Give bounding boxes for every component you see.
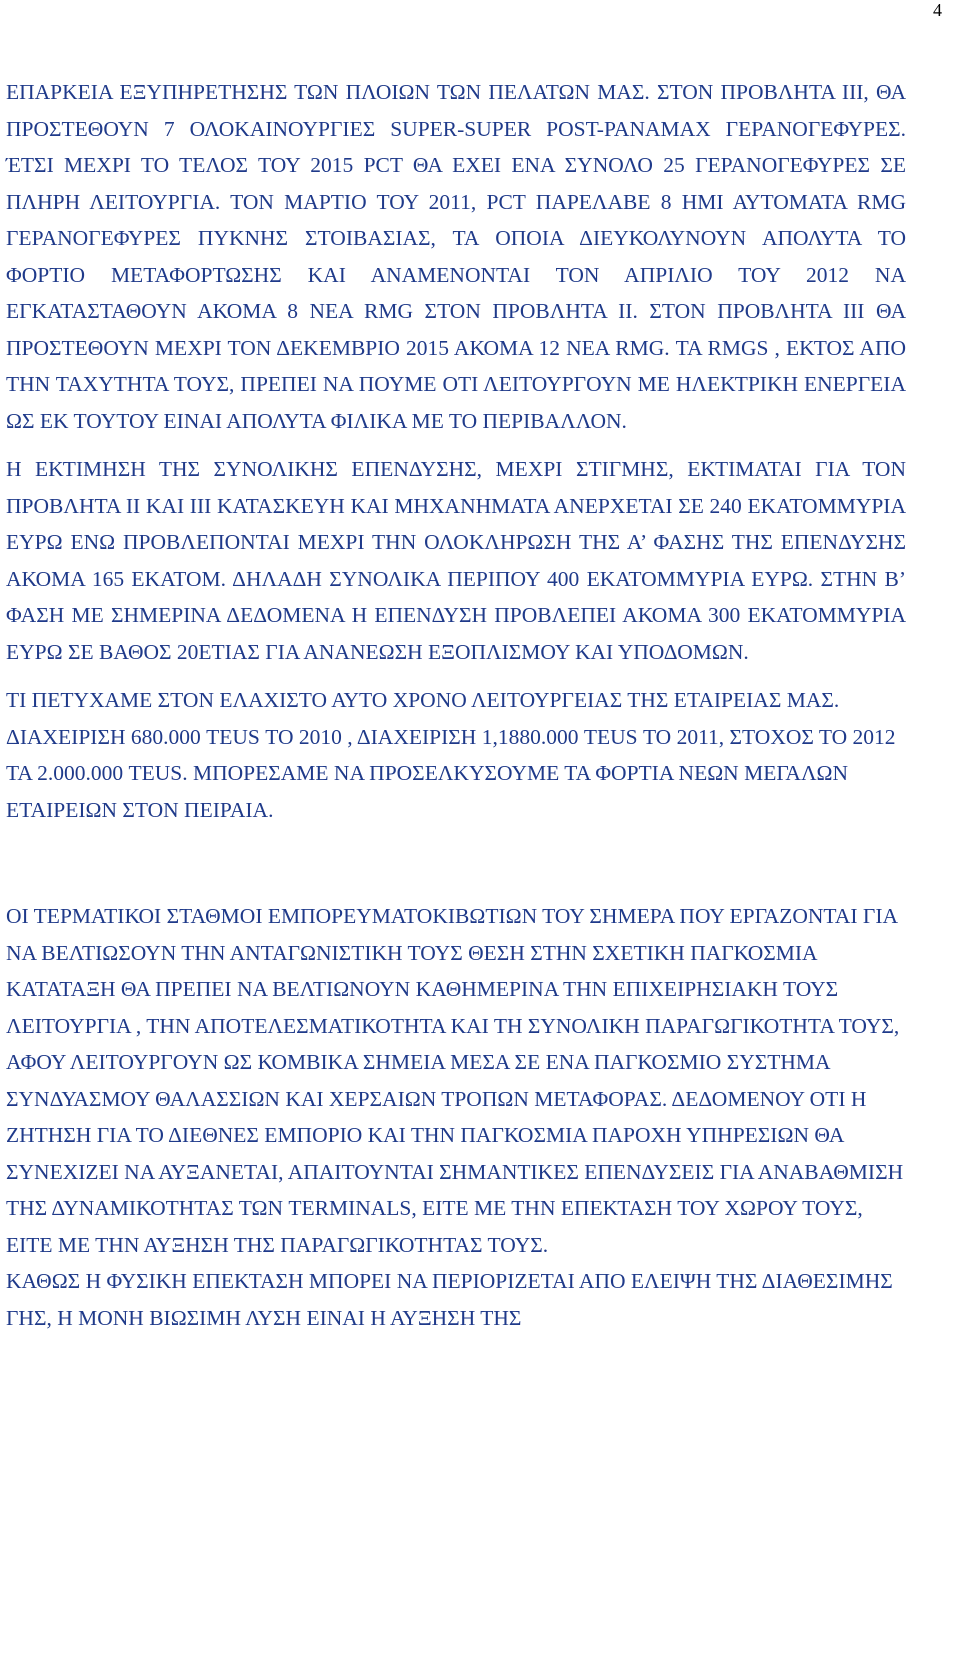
paragraph-expansion: ΚΑΘΩΣ Η ΦΥΣΙΚΗ ΕΠΕΚΤΑΣΗ ΜΠΟΡΕΙ ΝΑ ΠΕΡΙΟΡΙΖΕΤΑΙ ΑΠΟ ΕΛΕΙΨΗ ΤΗΣ ΔΙΑΘΕΣΙΜΗΣ ΓΗΣ, Η ΜΟΝΗ ΒΙΩΣΙΜΗ ΛΥΣΗ ΕΙΝΑΙ Η ΑΥΞΗΣΗ ΤΗΣ [6,1269,893,1330]
paragraph-achievements: ΤΙ ΠΕΤΥΧΑΜΕ ΣΤΟΝ ΕΛΑΧΙΣΤΟ ΑΥΤΟ ΧΡΟΝΟ ΛΕΙΤΟΥΡΓΕΙΑΣ ΤΗΣ ΕΤΑΙΡΕΙΑΣ ΜΑΣ. ΔΙΑΧΕΙΡΙΣΗ 680.000 TEUS ΤΟ 2010 , ΔΙΑΧΕΙΡΙΣΗ 1,1880.000 TEUS ΤΟ 2011, ΣΤΟΧΟΣ ΤΟ 2012 ΤΑ 2.000.000 TEUS. ΜΠΟΡΕΣΑΜΕ ΝΑ ΠΡΟΣΕΛΚΥΣΟΥΜΕ ΤΑ ΦΟΡΤΙΑ ΝΕΩΝ ΜΕΓΑΛΩΝ ΕΤΑΙΡΕΙΩΝ ΣΤΟΝ ΠΕΙΡΑΙΑ. [6,688,896,822]
document-body [6,74,906,1336]
paragraph-investment: Η ΕΚΤΙΜΗΣΗ ΤΗΣ ΣΥΝΟΛΙΚΗΣ ΕΠΕΝΔΥΣΗΣ, ΜΕΧΡΙ ΣΤΙΓΜΗΣ, ΕΚΤΙΜΑΤΑΙ ΓΙΑ ΤΟΝ ΠΡΟΒΛΗΤΑ ΙΙ ΚΑΙ ΙΙΙ ΚΑΤΑΣΚΕΥΗ ΚΑΙ ΜΗΧΑΝΗΜΑΤΑ ΑΝΕΡΧΕΤΑΙ ΣΕ 240 ΕΚΑΤΟΜΜΥΡΙΑ ΕΥΡΩ ΕΝΩ ΠΡΟΒΛΕΠΟΝΤΑΙ ΜΕΧΡΙ ΤΗΝ ΟΛΟΚΛΗΡΩΣΗ ΤΗΣ Α’ ΦΑΣΗΣ ΤΗΣ ΕΠΕΝΔΥΣΗΣ ΑΚΟΜΑ 165 ΕΚΑΤΟΜ. ΔΗΛΑΔΗ ΣΥΝΟΛΙΚΑ ΠΕΡΙΠΟΥ 400 ΕΚΑΤΟΜΜΥΡΙΑ ΕΥΡΩ. ΣΤΗΝ Β’ ΦΑΣΗ ΜΕ ΣΗΜΕΡΙΝΑ ΔΕΔΟΜΕΝΑ Η ΕΠΕΝΔΥΣΗ ΠΡΟΒΛΕΠΕΙ ΑΚΟΜΑ 300 ΕΚΑΤΟΜΜΥΡΙΑ ΕΥΡΩ ΣΕ ΒΑΘΟΣ 20ΕΤΙΑΣ ΓΙΑ ΑΝΑΝΕΩΣΗ ΕΞΟΠΛΙΣΜΟΥ ΚΑΙ ΥΠΟΔΟΜΩΝ. [6,457,906,664]
page-number: 4 [933,0,942,20]
paragraph-cranes: ΕΠΑΡΚΕΙΑ ΕΞΥΠΗΡΕΤΗΣΗΣ ΤΩΝ ΠΛΟΙΩΝ ΤΩΝ ΠΕΛΑΤΩΝ ΜΑΣ. ΣΤΟΝ ΠΡΟΒΛΗΤΑ ΙΙΙ, ΘΑ ΠΡΟΣΤΕΘΟΥΝ 7 ΟΛΟΚΑΙΝΟΥΡΓΙΕΣ SUPER-SUPER POST-PANAMAX ΓΕΡΑΝΟΓΕΦΥΡΕΣ. ΈΤΣΙ ΜΕΧΡΙ ΤΟ ΤΕΛΟΣ ΤΟΥ 2015 PCT ΘΑ ΕΧΕΙ ΕΝΑ ΣΥΝΟΛΟ 25 ΓΕΡΑΝΟΓΕΦΥΡΕΣ ΣΕ ΠΛΗΡΗ ΛΕΙΤΟΥΡΓΙΑ. ΤΟΝ ΜΑΡΤΙΟ ΤΟΥ 2011, PCT ΠΑΡΕΛΑΒΕ 8 ΗΜΙ ΑΥΤΟΜΑΤΑ RMG ΓΕΡΑΝΟΓΕΦΥΡΕΣ ΠΥΚΝΗΣ ΣΤΟΙΒΑΣΙΑΣ, ΤΑ ΟΠΟΙΑ ΔΙΕΥΚΟΛΥΝΟΥΝ ΑΠΟΛΥΤΑ ΤΟ ΦΟΡΤΙΟ ΜΕΤΑΦΟΡΤΩΣΗΣ ΚΑΙ ΑΝΑΜΕΝΟΝΤΑΙ ΤΟΝ ΑΠΡΙΛΙΟ ΤΟΥ 2012 ΝΑ ΕΓΚΑΤΑΣΤΑΘΟΥΝ ΑΚΟΜΑ 8 ΝΕΑ RMG ΣΤΟΝ ΠΡΟΒΛΗΤΑ ΙΙ. ΣΤΟΝ ΠΡΟΒΛΗΤΑ ΙΙΙ ΘΑ ΠΡΟΣΤΕΘΟΥΝ ΜΕΧΡΙ ΤΟΝ ΔΕΚΕΜΒΡΙΟ 2015 ΑΚΟΜΑ 12 ΝΕΑ RMG. ΤΑ RMGS , ΕΚΤΟΣ ΑΠΟ ΤΗΝ ΤΑΧΥΤΗΤΑ ΤΟΥΣ, ΠΡΕΠΕΙ ΝΑ ΠΟΥΜΕ ΟΤΙ ΛΕΙΤΟΥΡΓΟΥΝ ΜΕ ΗΛΕΚΤΡΙΚΗ ΕΝΕΡΓΕΙΑ ΩΣ ΕΚ ΤΟΥΤΟΥ ΕΙΝΑΙ ΑΠΟΛΥΤΑ ΦΙΛΙΚΑ ΜΕ ΤΟ ΠΕΡΙΒΑΛΛΟΝ. [6,80,906,433]
paragraph-terminals: ΟΙ ΤΕΡΜΑΤΙΚΟΙ ΣΤΑΘΜΟΙ ΕΜΠΟΡΕΥΜΑΤΟΚΙΒΩΤΙΩΝ ΤΟΥ ΣΗΜΕΡΑ ΠΟΥ ΕΡΓΑΖΟΝΤΑΙ ΓΙΑ ΝΑ ΒΕΛΤΙΩΣΟΥΝ ΤΗΝ ΑΝΤΑΓΩΝΙΣΤΙΚΗ ΤΟΥΣ ΘΕΣΗ ΣΤΗΝ ΣΧΕΤΙΚΗ ΠΑΓΚΟΣΜΙΑ ΚΑΤΑΤΑΞΗ ΘΑ ΠΡΕΠΕΙ ΝΑ ΒΕΛΤΙΩΝΟΥΝ ΚΑΘΗΜΕΡΙΝΑ ΤΗΝ ΕΠΙΧΕΙΡΗΣΙΑΚΗ ΤΟΥΣ ΛΕΙΤΟΥΡΓΙΑ , ΤΗΝ ΑΠΟΤΕΛΕΣΜΑΤΙΚΟΤΗΤΑ ΚΑΙ ΤΗ ΣΥΝΟΛΙΚΗ ΠΑΡΑΓΩΓΙΚΟΤΗΤΑ ΤΟΥΣ, ΑΦΟΥ ΛΕΙΤΟΥΡΓΟΥΝ ΩΣ ΚΟΜΒΙΚΑ ΣΗΜΕΙΑ ΜΕΣΑ ΣΕ ΕΝΑ ΠΑΓΚΟΣΜΙΟ ΣΥΣΤΗΜΑ ΣΥΝΔΥΑΣΜΟΥ ΘΑΛΑΣΣΙΩΝ ΚΑΙ ΧΕΡΣΑΙΩΝ ΤΡΟΠΩΝ ΜΕΤΑΦΟΡΑΣ. ΔΕΔΟΜΕΝΟΥ ΟΤΙ Η ΖΗΤΗΣΗ ΓΙΑ ΤΟ ΔΙΕΘΝΕΣ ΕΜΠΟΡΙΟ ΚΑΙ ΤΗΝ ΠΑΓΚΟΣΜΙΑ ΠΑΡΟΧΗ ΥΠΗΡΕΣΙΩΝ ΘΑ ΣΥΝΕΧΙΖΕΙ ΝΑ ΑΥΞΑΝΕΤΑΙ, ΑΠΑΙΤΟΥΝΤΑΙ ΣΗΜΑΝΤΙΚΕΣ ΕΠΕΝΔΥΣΕΙΣ ΓΙΑ ΑΝΑΒΑΘΜΙΣΗ ΤΗΣ ΔΥΝΑΜΙΚΟΤΗΤΑΣ ΤΩΝ TERMINALS, ΕΙΤΕ ΜΕ ΤΗΝ ΕΠΕΚΤΑΣΗ ΤΟΥ ΧΩΡΟΥ ΤΟΥΣ, ΕΙΤΕ ΜΕ ΤΗΝ ΑΥΞΗΣΗ ΤΗΣ ΠΑΡΑΓΩΓΙΚΟΤΗΤΑΣ ΤΟΥΣ. [6,904,904,1257]
